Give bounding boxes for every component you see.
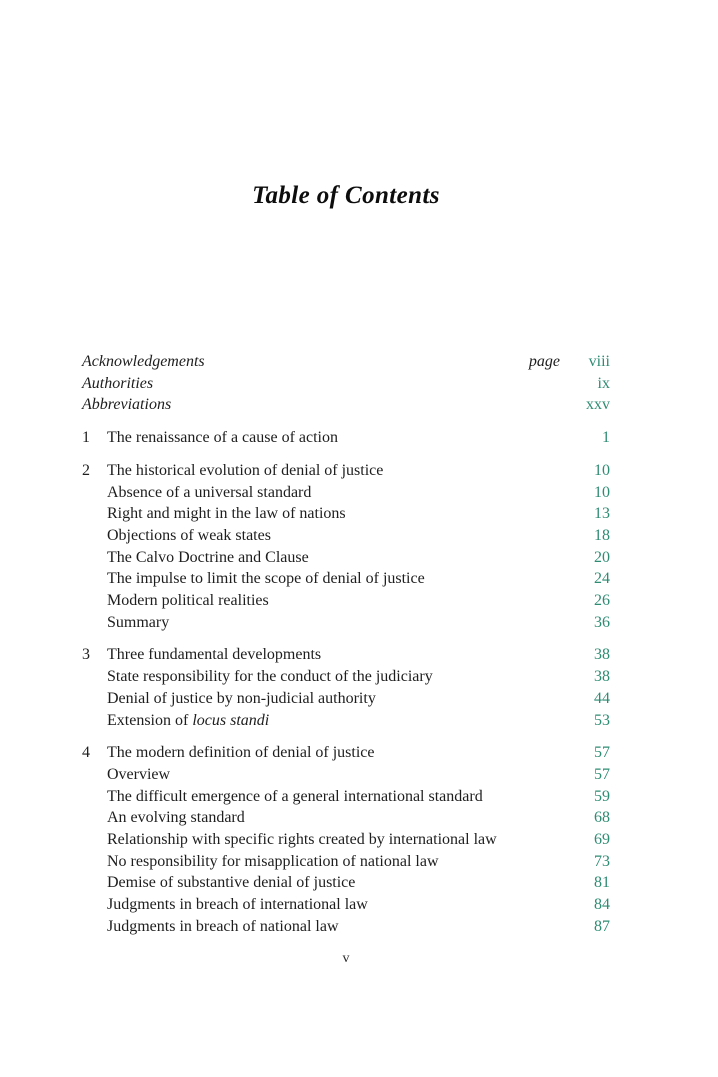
toc-chapter-section	[82, 460, 610, 634]
chapter-number: 4	[82, 744, 90, 762]
toc-chapter-entry	[82, 427, 610, 449]
toc-entry-label: The renaissance of a cause of action	[107, 429, 338, 447]
toc-entry-page: 44	[594, 689, 610, 707]
toc-entry-label: The historical evolution of denial of justice	[107, 461, 384, 479]
toc-entry-page: 57	[594, 765, 610, 783]
toc-chapter-entry	[82, 460, 610, 482]
toc-entry-label: State responsibility for the conduct of the judiciary	[107, 668, 433, 686]
toc-entry-label: Judgments in breach of national law	[107, 917, 339, 935]
toc-entry-page: 10	[594, 461, 610, 479]
toc-subentry	[82, 807, 610, 829]
toc-subentry	[82, 916, 610, 938]
toc-entry-page: xxv	[586, 396, 610, 414]
chapter-number: 3	[82, 646, 90, 664]
toc-entry-page: 26	[594, 592, 610, 610]
toc-entry	[82, 373, 610, 395]
toc-entry-page: 10	[594, 483, 610, 501]
toc-entry-page: ix	[597, 374, 610, 392]
toc-subentry	[82, 525, 610, 547]
toc-entry-page: 57	[594, 744, 610, 762]
toc-entry-page: 1	[602, 429, 610, 447]
front-matter-section	[82, 351, 610, 416]
toc-subentry	[82, 568, 610, 590]
toc-chapter-section	[82, 644, 610, 731]
toc-entry-page: 18	[594, 526, 610, 544]
toc-entry-page: 20	[594, 548, 610, 566]
toc-subentry	[82, 612, 610, 634]
toc-entry-label: The impulse to limit the scope of denial of justice	[107, 570, 425, 588]
toc-subentry	[82, 894, 610, 916]
toc-entry-label: Extension of locus standi	[107, 711, 270, 729]
toc-entry-label: Overview	[107, 765, 171, 783]
page-title: Table of Contents	[252, 182, 440, 209]
toc-entry-label: Denial of justice by non-judicial authority	[107, 689, 376, 707]
toc-entry-label: Authorities	[82, 374, 154, 392]
toc-entry-label: The modern definition of denial of justice	[107, 744, 375, 762]
toc-entry-label: Abbreviations	[82, 396, 172, 414]
toc-entry-label: No responsibility for misapplication of national law	[107, 852, 439, 870]
toc-entry-page: 38	[594, 668, 610, 686]
toc-entry-label: An evolving standard	[107, 809, 245, 827]
toc-subentry	[82, 872, 610, 894]
toc-chapter-section	[82, 742, 610, 937]
chapter-sections	[82, 427, 610, 937]
toc-entry-page: 87	[594, 917, 610, 935]
toc-entry-label: Three fundamental developments	[107, 646, 322, 664]
toc-entry-label: Absence of a universal standard	[107, 483, 312, 501]
toc-entry-page: 53	[594, 711, 610, 729]
toc-subentry	[82, 851, 610, 873]
toc-subentry	[82, 503, 610, 525]
toc-subentry	[82, 710, 610, 732]
toc-entry-page: 24	[594, 570, 610, 588]
toc-entry-page: 84	[594, 896, 610, 914]
toc-entry	[82, 394, 610, 416]
toc-subentry	[82, 666, 610, 688]
toc-chapter-section	[82, 427, 610, 449]
toc-subentry	[82, 786, 610, 808]
toc-subentry	[82, 547, 610, 569]
toc-entry-page: 59	[594, 787, 610, 805]
toc-entry-page: 36	[594, 613, 610, 631]
toc-entry	[82, 351, 610, 373]
toc-entry-page: 73	[594, 852, 610, 870]
toc-entry-page: viii	[588, 353, 610, 370]
chapter-number: 2	[82, 461, 90, 479]
toc-entry-label: The Calvo Doctrine and Clause	[107, 548, 309, 566]
chapter-number: 1	[82, 429, 90, 447]
toc-subentry	[82, 829, 610, 851]
toc-subentry	[82, 482, 610, 504]
toc-entry-page: 81	[594, 874, 610, 892]
toc-entry-label: Demise of substantive denial of justice	[107, 874, 356, 892]
toc-entry-page: 13	[594, 505, 610, 523]
toc-entry-page: 38	[594, 646, 610, 664]
folio-page-number: v	[342, 951, 350, 966]
toc-subentry	[82, 688, 610, 710]
toc-entry-label: Acknowledgements	[82, 353, 205, 370]
toc-entry-label-italic: locus standi	[192, 711, 270, 729]
toc-subentry	[82, 764, 610, 786]
toc-entry-label: Objections of weak states	[107, 526, 271, 544]
toc-entry-label: Relationship with specific rights created by international law	[107, 831, 497, 849]
toc-entry-page: 69	[594, 831, 610, 849]
toc-entry-label: Modern political realities	[107, 592, 269, 610]
toc-entry-label: The difficult emergence of a general international standard	[107, 787, 483, 805]
toc-entry-label: Judgments in breach of international law	[107, 896, 368, 914]
toc-chapter-entry	[82, 742, 610, 764]
toc-entry-label: Right and might in the law of nations	[107, 505, 346, 523]
toc-entry-label: Summary	[107, 613, 170, 631]
table-of-contents	[82, 351, 610, 938]
toc-chapter-entry	[82, 644, 610, 666]
toc-entry-page: 68	[594, 809, 610, 827]
toc-subentry	[82, 590, 610, 612]
page-column-label: page	[528, 353, 560, 370]
